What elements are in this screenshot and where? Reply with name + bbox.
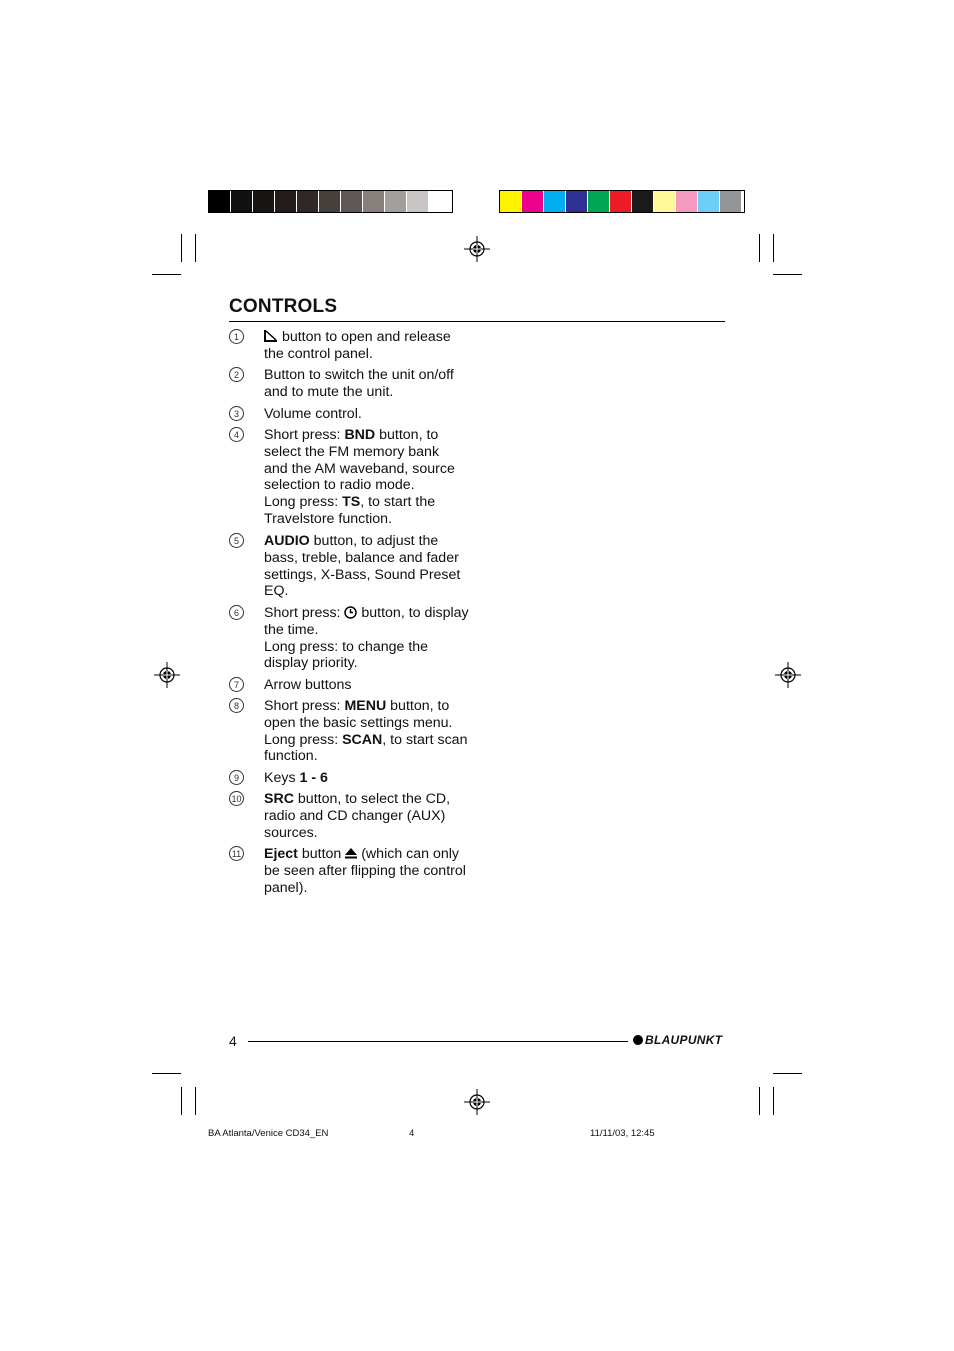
crop-mark [195,234,196,262]
item-line: settings, X-Bass, Sound Preset [264,566,461,583]
item-number: 9 [229,770,244,785]
item-line: panel). [264,879,308,896]
color-swatch [544,191,566,212]
item-line: be seen after flipping the control [264,862,466,879]
item-number: 8 [229,698,244,713]
item-text: button to open and release the control panel. [264,329,451,362]
item-number: 11 [229,846,244,861]
item-text: Arrow buttons [264,677,352,693]
crop-mark [181,234,182,262]
color-swatch [676,191,698,212]
page-number: 4 [229,1033,237,1049]
process-color-bar [499,190,745,213]
item-text [264,698,479,765]
item-text: Button to switch the unit on/off and to mute the unit. [264,367,454,400]
item-line: Short press: MENU button, to [264,698,450,714]
color-swatch [610,191,632,212]
registration-mark-icon [775,662,801,688]
color-swatch [720,191,742,212]
item-line: Long press: SCAN, to start scan [264,731,468,748]
item-text [264,533,479,600]
registration-mark-icon [154,662,180,688]
crop-mark [152,1073,181,1074]
color-swatch [297,191,319,212]
item-number: 4 [229,427,244,442]
grayscale-color-bar [208,190,453,213]
slug-file: BA Atlanta/Venice CD34_EN [208,1128,329,1139]
item-line: Long press: TS, to start the [264,494,436,511]
item-number: 3 [229,406,244,421]
item-line: Keys 1 - 6 [264,770,328,786]
color-swatch [407,191,429,212]
crop-mark [759,234,760,262]
color-swatch [632,191,654,212]
item-line: selection to radio mode. [264,477,415,494]
crop-mark [181,1087,182,1115]
color-swatch [429,191,451,212]
item-line: open the basic settings menu. [264,714,453,731]
color-swatch [566,191,588,212]
item-text [264,427,479,528]
heading-rule [229,321,725,322]
color-swatch [341,191,363,212]
item-line: SRC button, to select the CD, [264,791,451,807]
item-line: and the AM waveband, source [264,460,455,477]
item-line: bass, treble, balance and fader [264,549,459,566]
item-line: Short press: button, to display [264,605,469,621]
item-text [264,605,479,672]
item-number: 10 [229,791,244,806]
crop-mark [759,1087,760,1115]
item-line: EQ. [264,583,289,600]
crop-mark [773,1087,774,1115]
color-swatch [654,191,676,212]
registration-mark-icon [464,236,490,262]
color-swatch [231,191,253,212]
crop-mark [195,1087,196,1115]
eject-icon [345,846,357,862]
color-swatch [385,191,407,212]
item-line: radio and CD changer (AUX) [264,807,446,824]
item-line: AUDIO button, to adjust the [264,533,439,549]
item-line: Eject button (which can only [264,846,459,862]
item-text [264,791,479,841]
clock-icon [344,605,357,621]
item-line: select the FM memory bank [264,443,440,460]
color-swatch [698,191,720,212]
item-line: display priority. [264,655,358,672]
item-line: Long press: to change the [264,638,429,655]
item-number: 1 [229,329,244,344]
brand-dot-icon [633,1035,643,1045]
footer-rule [248,1041,628,1042]
slug-page: 4 [409,1128,415,1139]
crop-mark [152,274,181,275]
panel-release-icon [264,329,278,345]
crop-mark [773,234,774,262]
item-text: Volume control. [264,406,362,422]
color-swatch [522,191,544,212]
color-swatch [500,191,522,212]
registration-mark-icon [464,1089,490,1115]
color-swatch [253,191,275,212]
item-text [264,770,479,787]
color-swatch [588,191,610,212]
item-number: 6 [229,605,244,620]
brand-logo: BLAUPUNKT [633,1033,722,1047]
color-swatch [363,191,385,212]
item-line: the time. [264,621,319,638]
item-text [264,846,479,896]
crop-mark [773,1073,802,1074]
item-number: 5 [229,533,244,548]
item-number: 2 [229,367,244,382]
crop-mark [773,274,802,275]
slug-timestamp: 11/11/03, 12:45 [590,1128,655,1139]
item-line: sources. [264,824,318,841]
color-swatch [319,191,341,212]
item-line: Travelstore function. [264,510,393,527]
color-swatch [209,191,231,212]
item-number: 7 [229,677,244,692]
item-line: function. [264,748,318,765]
color-swatch [275,191,297,212]
item-line: Short press: BND button, to [264,427,439,443]
page-title: CONTROLS [229,296,338,317]
